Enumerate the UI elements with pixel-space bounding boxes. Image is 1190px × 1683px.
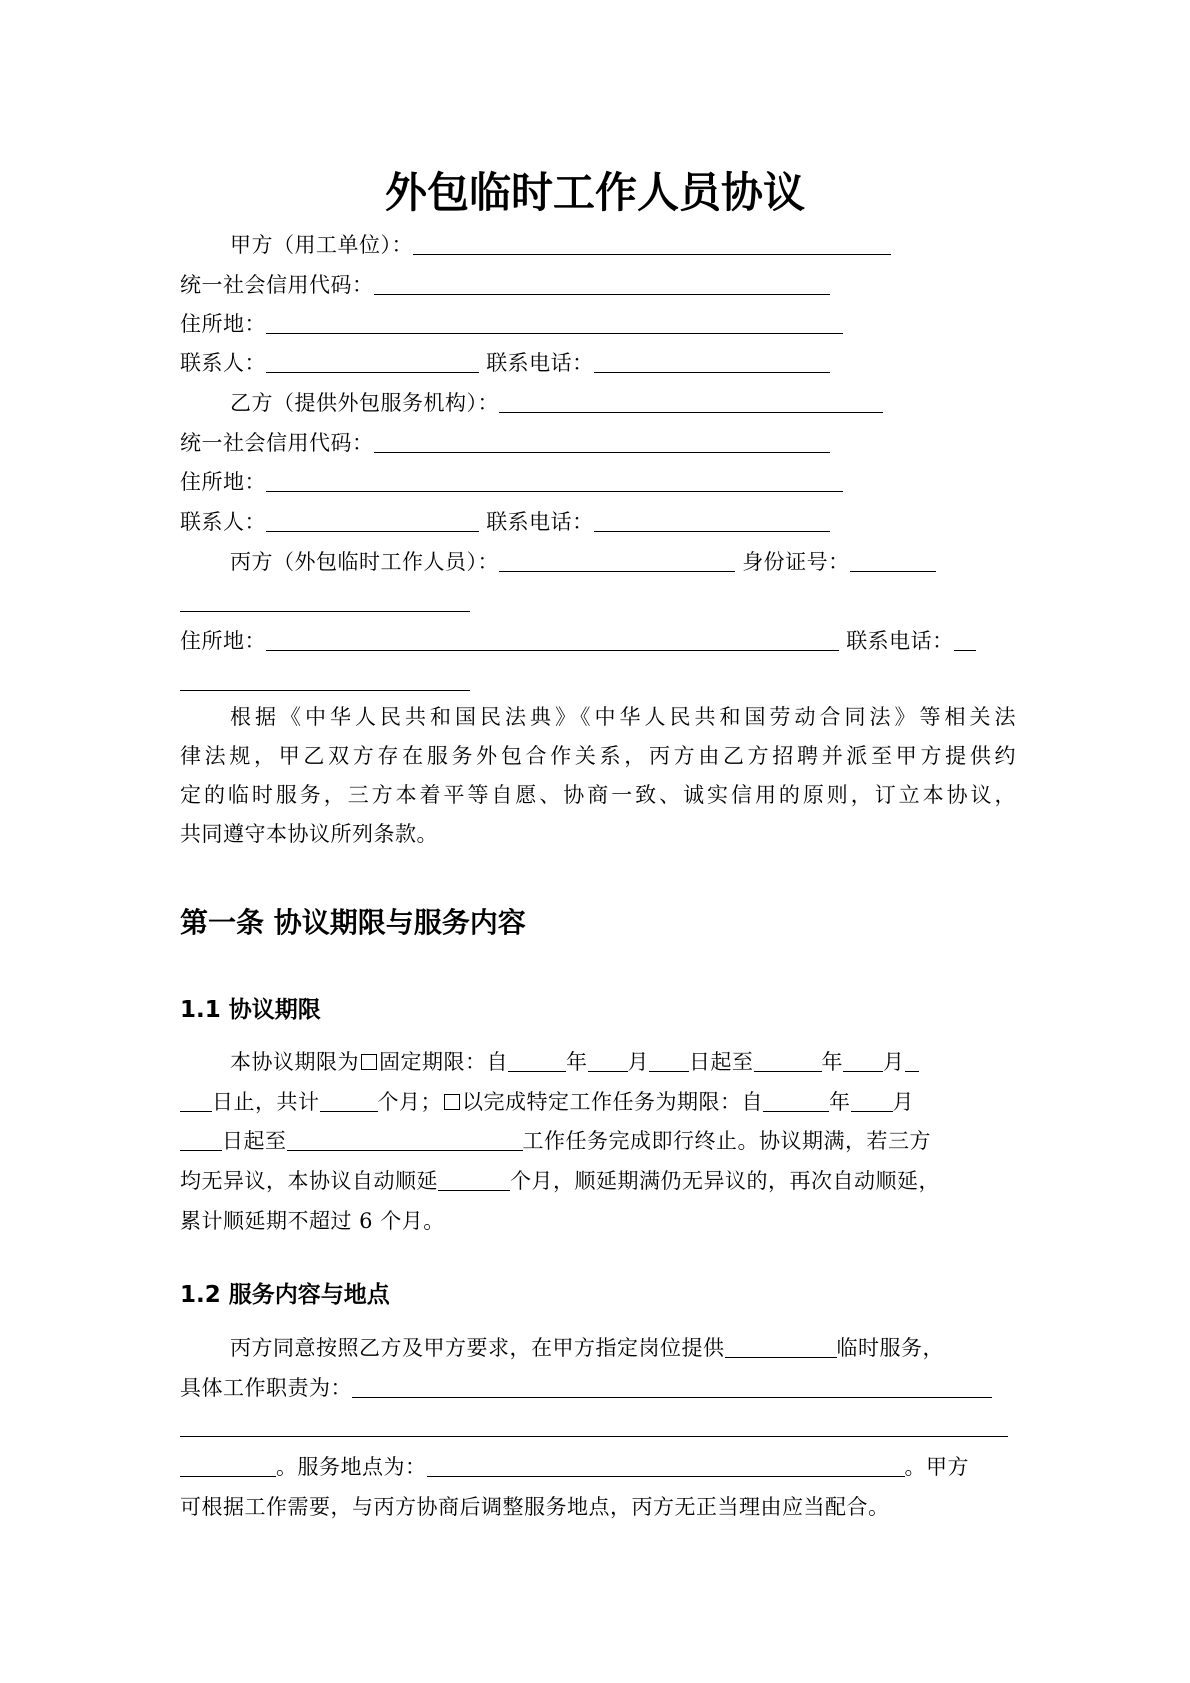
party-b-phone-label: 联系电话：	[486, 510, 594, 534]
task-start-day-blank	[180, 1129, 222, 1151]
service-intro: 丙方同意按照乙方及甲方要求，在甲方指定岗位提供	[230, 1336, 725, 1360]
party-c-id-blank-continued	[180, 590, 470, 612]
duties-blank-continued	[180, 1415, 1008, 1437]
party-b-name-blank	[499, 391, 883, 413]
month-label: 月	[627, 1050, 649, 1074]
service-intro-2: 临时服务，	[836, 1336, 944, 1360]
auto-renew-text-2: 个月，顺延期满仍无异议的，再次自动顺延，	[510, 1169, 940, 1193]
end-month-blank	[843, 1050, 883, 1072]
party-a-address-label: 住所地：	[180, 312, 266, 336]
task-start-month-blank	[851, 1090, 893, 1112]
party-c-phone-label: 联系电话：	[846, 629, 954, 653]
party-a-name-blank	[413, 233, 891, 255]
service-line-5: 可根据工作需要，与丙方协商后调整服务地点，丙方无正当理由应当配合。	[180, 1495, 890, 1519]
service-line-1	[230, 1333, 944, 1363]
party-a-contact-line	[180, 348, 830, 378]
party-a-phone-blank	[594, 351, 830, 373]
task-end-blank	[287, 1129, 523, 1151]
party-a-contact-blank	[266, 351, 479, 373]
service-line-3	[180, 1412, 1008, 1442]
task-start-year-blank	[763, 1090, 829, 1112]
preamble-line-4: 共同遵守本协议所列条款。	[180, 822, 438, 846]
duties-blank-end	[180, 1455, 276, 1477]
party-a-label: 甲方（用工单位）：	[230, 233, 413, 257]
service-line-2	[180, 1373, 992, 1403]
party-b-address-line	[180, 467, 843, 497]
document-title: 外包临时工作人员协议	[384, 168, 805, 217]
renew-months-blank	[438, 1169, 510, 1191]
year-label: 年	[821, 1050, 843, 1074]
term-line-5: 累计顺延期不超过 6 个月。	[180, 1209, 445, 1233]
duties-label: 具体工作职责为：	[180, 1376, 352, 1400]
day-from-to-label: 日起至	[689, 1050, 754, 1074]
location-blank	[427, 1455, 905, 1477]
party-c-phone-blank	[954, 629, 976, 651]
location-label: 。服务地点为：	[276, 1455, 427, 1479]
start-month-blank	[588, 1050, 628, 1072]
party-c-address-label: 住所地：	[180, 629, 266, 653]
total-months-blank	[320, 1090, 378, 1112]
party-b-credit-code-line	[180, 428, 830, 458]
party-a-phone-label: 联系电话：	[486, 351, 594, 375]
party-a-contact-label: 联系人：	[180, 351, 266, 375]
party-c-address-blank	[266, 629, 839, 651]
start-year-blank	[508, 1050, 566, 1072]
party-c-line	[230, 547, 936, 577]
party-c-id-blank	[850, 550, 936, 572]
party-b-phone-blank	[594, 510, 830, 532]
party-b-contact-line	[180, 507, 830, 537]
term-line-2	[180, 1087, 914, 1117]
task-term-label: 以完成特定工作任务为期限：自	[462, 1090, 763, 1114]
party-c-id-continuation	[180, 587, 470, 617]
party-c-name-blank	[499, 550, 735, 572]
term-line-1	[230, 1047, 919, 1077]
end-day-blank	[905, 1050, 919, 1072]
month-label: 月	[883, 1050, 905, 1074]
service-line-4	[180, 1452, 969, 1482]
party-b-contact-blank	[266, 510, 479, 532]
end-year-blank	[754, 1050, 822, 1072]
year-label: 年	[829, 1090, 851, 1114]
fixed-term-checkbox[interactable]	[361, 1054, 377, 1070]
term-line-4	[180, 1166, 940, 1196]
preamble-line-1: 根据《中华人民共和国民法典》《中华人民共和国劳动合同法》等相关法	[230, 705, 1016, 729]
party-a-credit-code-blank	[374, 273, 830, 295]
service-type-blank	[725, 1336, 837, 1358]
task-end-text: 工作任务完成即行终止。协议期满，若三方	[522, 1129, 931, 1153]
party-c-label: 丙方（外包临时工作人员）：	[230, 550, 499, 574]
party-c-phone-blank-continued	[180, 669, 470, 691]
duties-blank	[352, 1376, 992, 1398]
preamble-line-2: 律法规，甲乙双方存在服务外包合作关系，丙方由乙方招聘并派至甲方提供约	[180, 744, 1016, 768]
location-tail: 。甲方	[904, 1455, 969, 1479]
party-b-address-blank	[266, 470, 843, 492]
party-b-credit-code-blank	[374, 431, 830, 453]
party-b-label: 乙方（提供外包服务机构）：	[230, 391, 499, 415]
fixed-term-label: 固定期限：自	[379, 1050, 508, 1074]
party-a-address-line	[180, 309, 843, 339]
party-c-phone-continuation	[180, 666, 470, 696]
party-b-credit-code-label: 统一社会信用代码：	[180, 431, 374, 455]
party-b-address-label: 住所地：	[180, 470, 266, 494]
party-b-contact-label: 联系人：	[180, 510, 266, 534]
party-a-credit-code-line	[180, 270, 830, 300]
party-a-address-blank	[266, 312, 843, 334]
month-label: 月	[892, 1090, 914, 1114]
section-1-1-heading: 1.1 协议期限	[180, 997, 321, 1023]
task-term-checkbox[interactable]	[444, 1094, 460, 1110]
article-1-heading: 第一条 协议期限与服务内容	[180, 906, 526, 939]
party-b-line	[230, 388, 883, 418]
day-from-to-label: 日起至	[222, 1129, 287, 1153]
end-day-blank-continued	[180, 1090, 212, 1112]
party-a-line	[230, 230, 891, 260]
party-c-address-line	[180, 626, 976, 656]
party-a-credit-code-label: 统一社会信用代码：	[180, 273, 374, 297]
term-intro: 本协议期限为	[230, 1050, 359, 1074]
months-total-label: 个月；	[377, 1090, 442, 1114]
term-line-3	[180, 1126, 931, 1156]
preamble-line-3: 定的临时服务，三方本着平等自愿、协商一致、诚实信用的原则，订立本协议，	[180, 783, 1016, 807]
year-label: 年	[566, 1050, 588, 1074]
section-1-2-heading: 1.2 服务内容与地点	[180, 1282, 390, 1308]
start-day-blank	[649, 1050, 689, 1072]
auto-renew-text: 均无异议，本协议自动顺延	[180, 1169, 438, 1193]
party-c-id-label: 身份证号：	[742, 550, 850, 574]
day-stop-label: 日止，共计	[212, 1090, 320, 1114]
